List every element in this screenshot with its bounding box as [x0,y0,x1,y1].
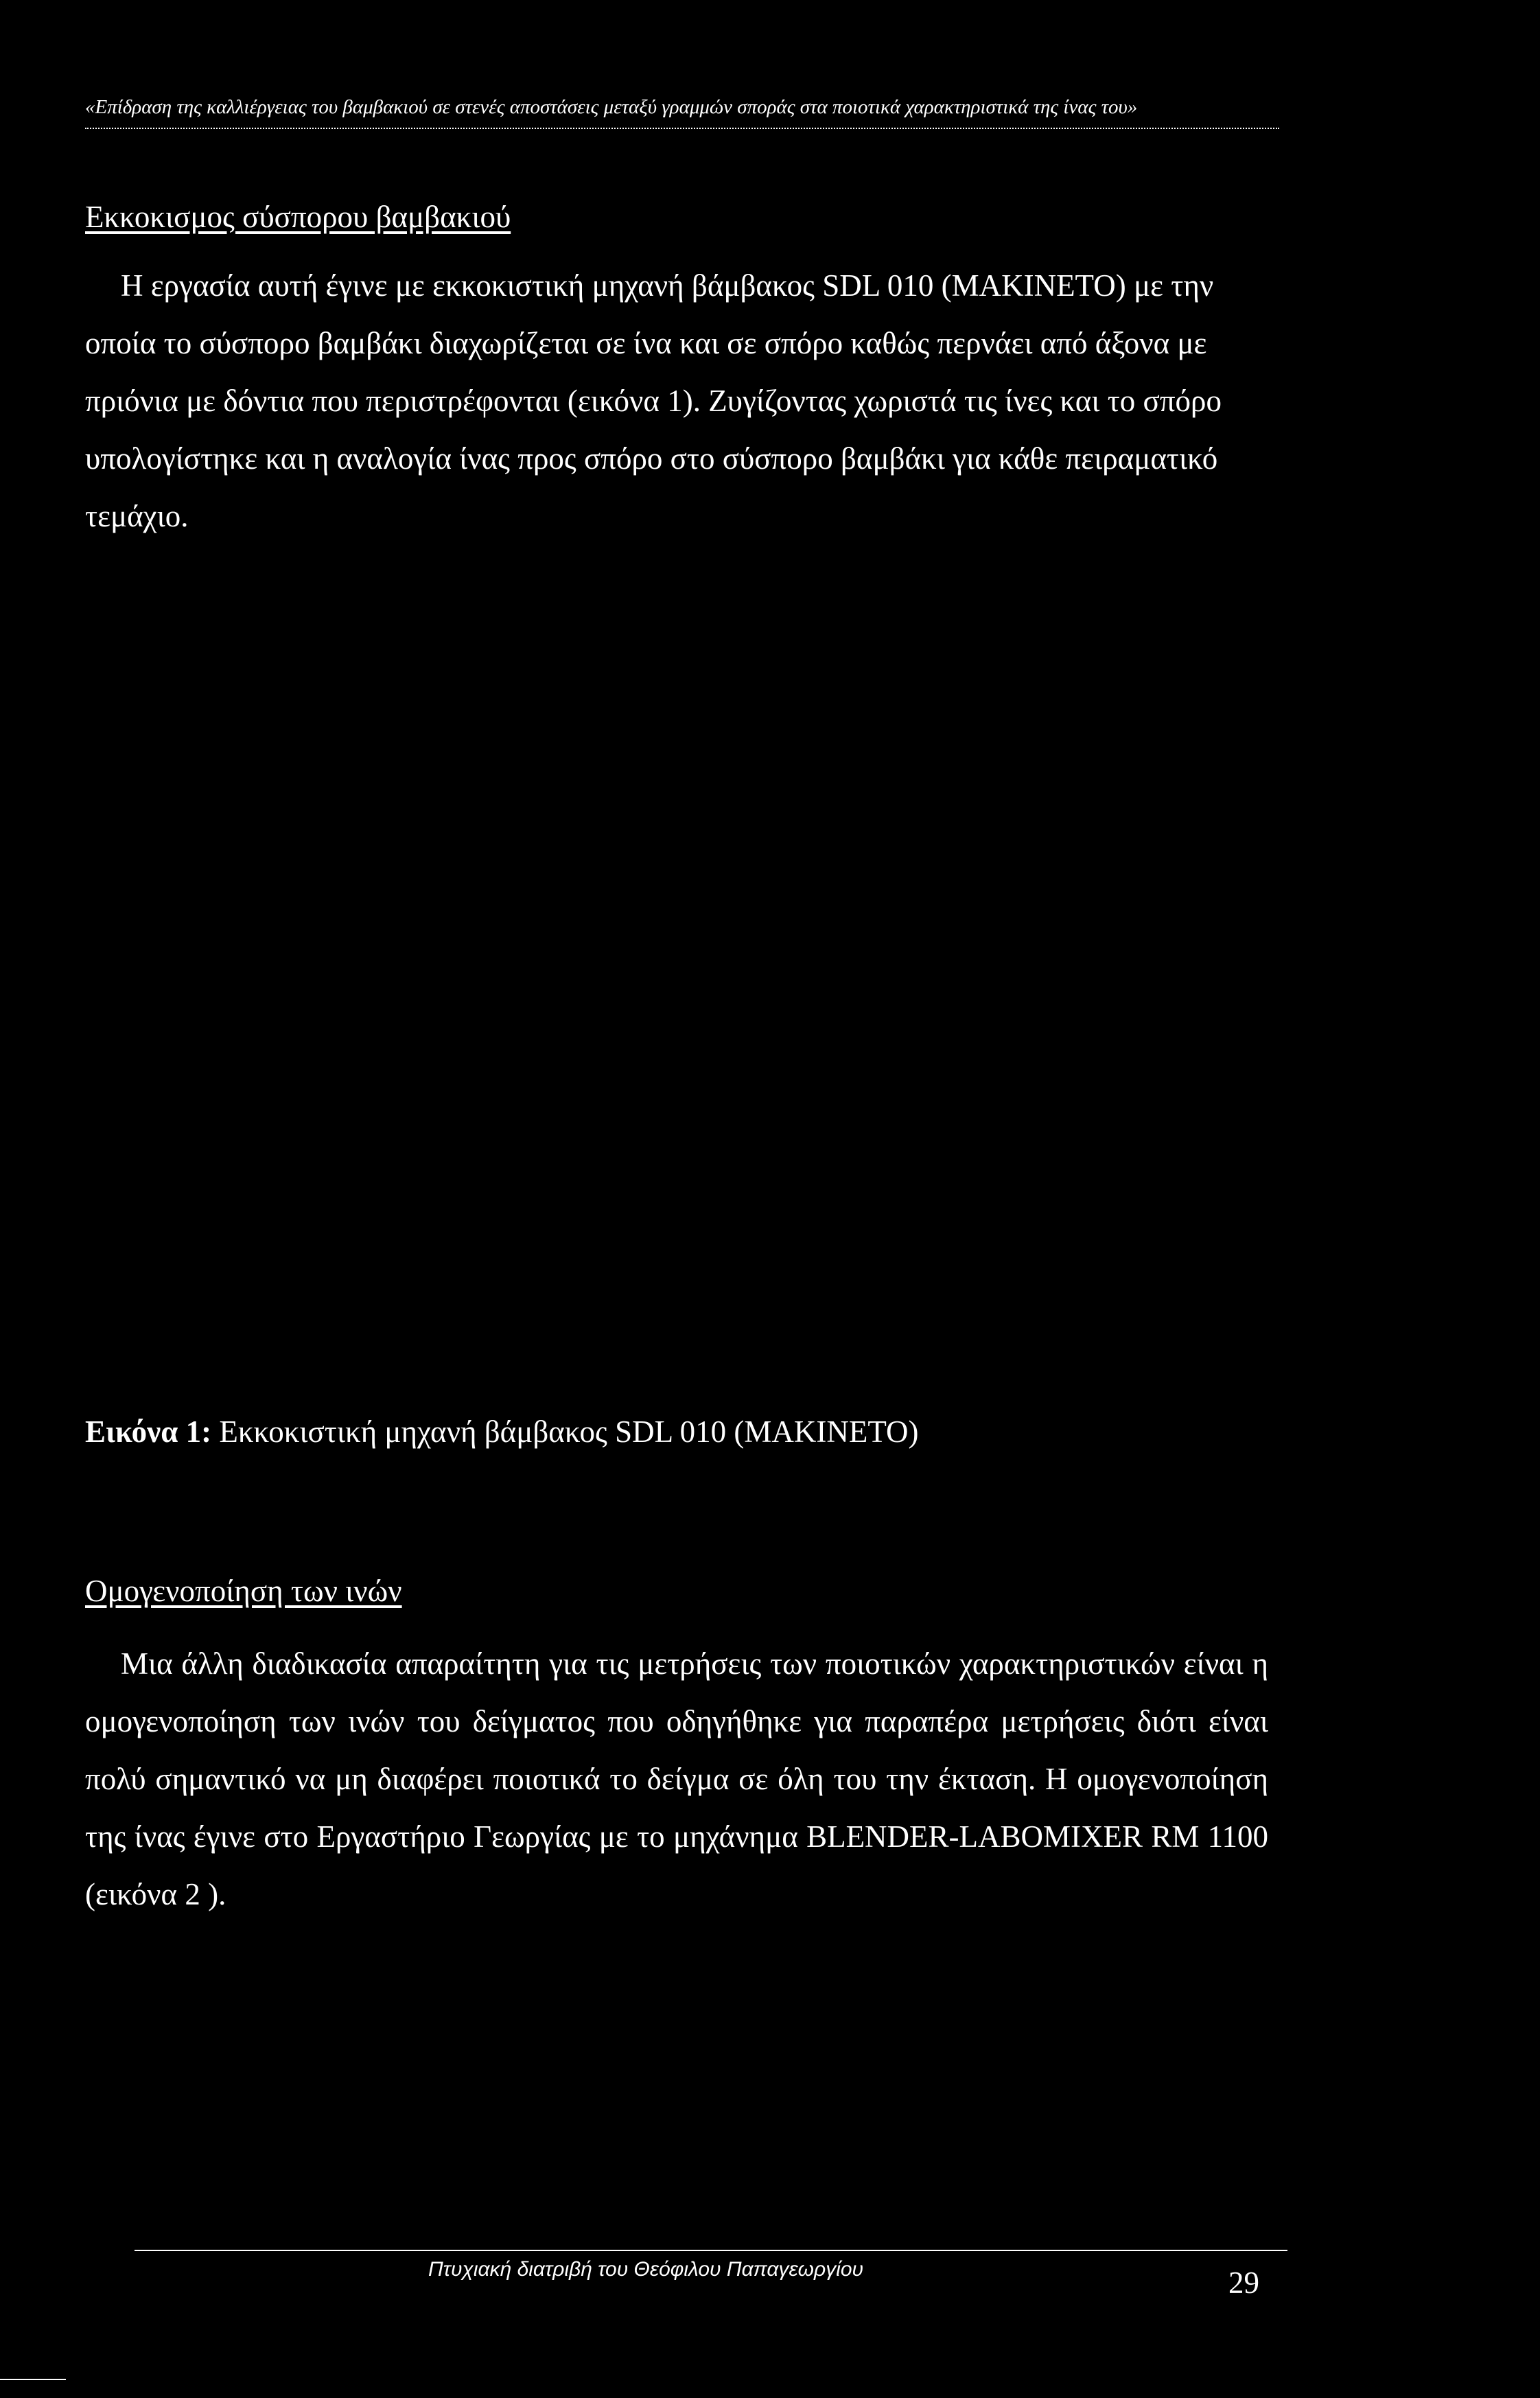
running-header: «Επίδραση της καλλιέργειας του βαμβακιού σε στενές αποστάσεις μεταξύ γραμμών σποράς στα ποιοτικά χαρακτηριστικά της ίνας του» [85,96,1138,118]
figure-1-caption-text: Εκκοκιστική μηχανή βάμβακος SDL 010 (MAKINETO) [211,1415,919,1449]
section-heading-homogenization: Ομογενοποίηση των ινών [85,1574,402,1608]
paragraph-ginning [85,257,1268,545]
paragraph-homogenization [85,1635,1268,1923]
page-number: 29 [1228,2266,1259,2300]
section-heading-ginning: Εκκοκισμος σύσπορου βαμβακιού [85,200,511,234]
figure-1-caption [85,1414,919,1450]
figure-1-caption-label: Εικόνα 1: [85,1415,212,1449]
header-divider [85,128,1279,129]
footer-text: Πτυχιακή διατριβή του Θεόφιλου Παπαγεωργίου [428,2258,864,2281]
footer-divider [135,2250,1287,2251]
corner-mark [0,2379,66,2380]
paragraph-ginning-text: Η εργασία αυτή έγινε με εκκοκιστική μηχανή βάμβακος SDL 010 (MAKINETO) με την οποία το σύσπορο βαμβάκι διαχωρίζεται σε ίνα και σε σπόρο καθώς περνάει από άξονα με πριόνια με δόντια που περιστρέφονται (εικόνα 1). Ζυγίζοντας χωριστά τις ίνες και το σπόρο υπολογίστηκε και η αναλογία ίνας προς σπόρο στο σύσπορο βαμβάκι για κάθε πειραματικό τεμάχιο. [85,268,1222,533]
paragraph-homogenization-text: Μια άλλη διαδικασία απαραίτητη για τις μετρήσεις των ποιοτικών χαρακτηριστικών είναι η ομογενοποίηση των ινών του δείγματος που οδηγήθηκε για παραπέρα μετρήσεις διότι είναι πολύ σημαντικό να μη διαφέρει ποιοτικά το δείγμα σε όλη του την έκταση. Η ομογενοποίηση της ίνας έγινε στο Εργαστήριο Γεωργίας με το μηχάνημα BLENDER-LABOMIXER RM 1100 (εικόνα 2 ). [85,1646,1268,1911]
